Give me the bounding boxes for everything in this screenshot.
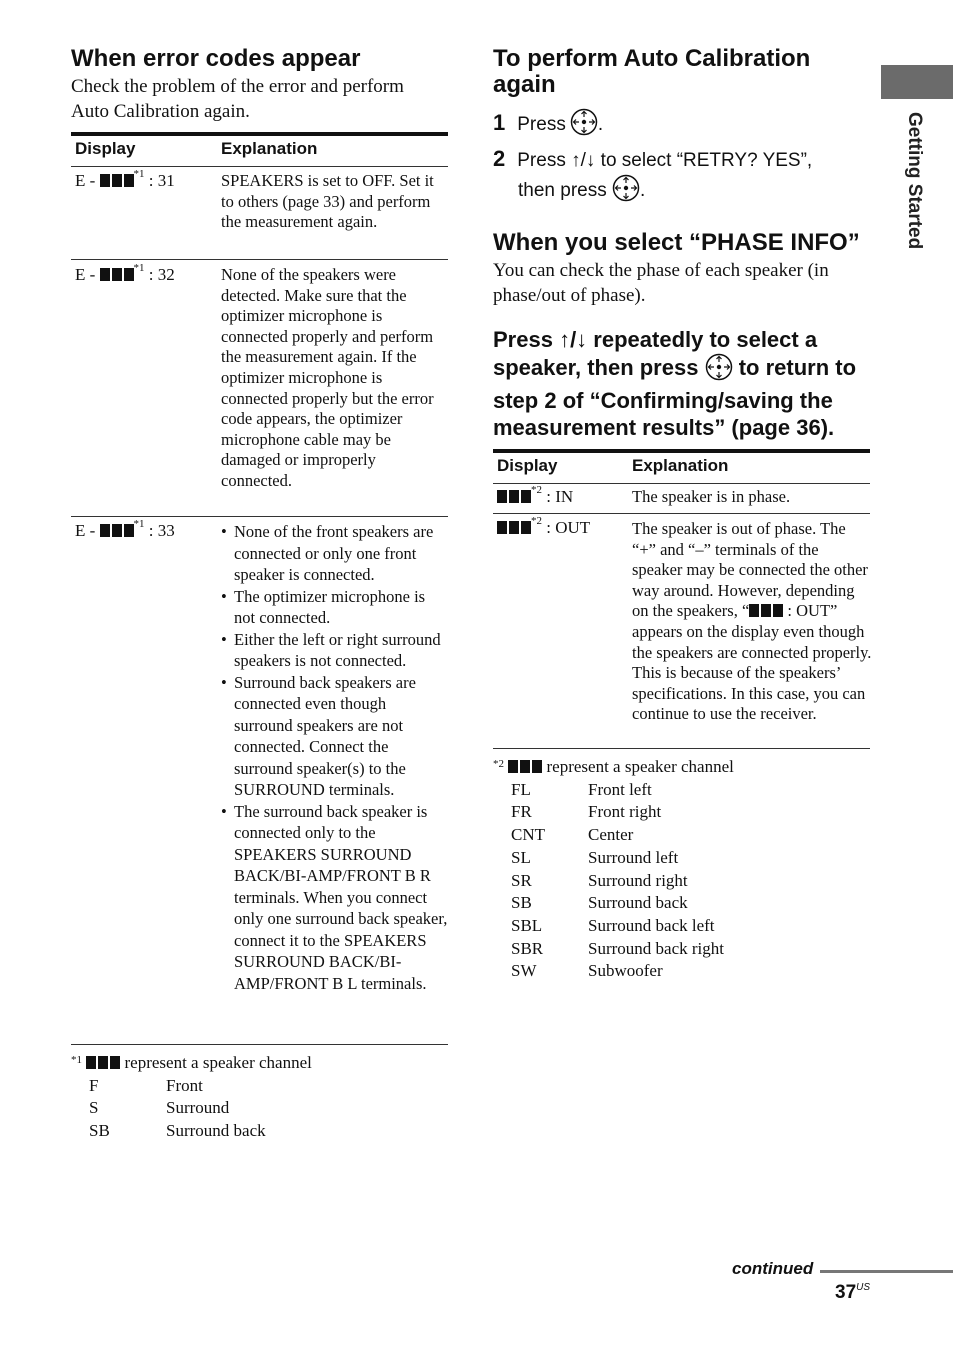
speaker-channel-placeholder bbox=[100, 171, 134, 191]
error-code-33: E - $^{*1}$ : 33 bbox=[75, 518, 175, 540]
step-1: 1 Press . bbox=[493, 108, 603, 141]
side-tab-marker bbox=[881, 65, 953, 99]
footnote-2: $^{*2}$ represent a speaker channel FL Front left FR Front right CNT Center SL Surround left SR Surround right SB Surround back SBL Surround back left SBR Surround back right SW Subwoofer bbox=[493, 756, 873, 983]
row-divider bbox=[493, 513, 870, 514]
section-title-auto-calibration: To perform Auto Calibration again bbox=[493, 45, 811, 98]
bullet-item: • The optimizer microphone is not connected. bbox=[221, 586, 448, 629]
error-33-explanation bbox=[221, 521, 448, 994]
error-code-32: E - $^{*1}$ : 32 bbox=[75, 262, 175, 284]
footnote-item: FR Front right bbox=[511, 802, 662, 822]
enter-button-icon bbox=[705, 353, 733, 387]
column-header-explanation: Explanation bbox=[632, 456, 729, 475]
error-codes-intro: Check the problem of the error and perform Auto Calibration again. bbox=[71, 76, 404, 122]
row-divider bbox=[71, 259, 448, 260]
table-top-rule bbox=[71, 132, 448, 136]
enter-button-icon bbox=[570, 108, 598, 141]
speaker-channel-placeholder bbox=[508, 756, 542, 779]
table-bottom-rule bbox=[71, 1044, 448, 1045]
speaker-channel-placeholder bbox=[86, 1052, 120, 1075]
bullet-item: • Either the left or right surround speakers is not connected. bbox=[221, 629, 448, 672]
speaker-channel-placeholder bbox=[100, 521, 134, 541]
footnote-item: SB Surround back bbox=[89, 1121, 266, 1141]
footnote-item: SBR Surround back right bbox=[511, 938, 724, 958]
phase-code-in: $^{*2}$ : IN bbox=[497, 487, 573, 507]
error-31-explanation: SPEAKERS is set to OFF. Set it to others (page 33) and perform the measurement again. bbox=[221, 171, 434, 232]
footnote-item: SL Surround left bbox=[511, 847, 679, 867]
table-header-rule bbox=[71, 166, 448, 167]
continued-label: continued bbox=[732, 1259, 814, 1278]
page-number: $37^{US}$ bbox=[835, 1282, 871, 1303]
up-down-arrow-icon: ↑/↓ bbox=[571, 150, 596, 171]
error-32-explanation: None of the speakers were detected. Make sure that the optimizer microphone is connected properly and perform the measurement again. If the optimizer microphone is connected properly but the error code appears, the optimizer microphone cable may be damaged or improperly connected. bbox=[221, 265, 434, 490]
bullet-item: • None of the front speakers are connected or only one front speaker is connected. bbox=[221, 521, 448, 586]
phase-out-explanation: The speaker is out of phase. The “+” and “–” terminals of the speaker may be connected the other way around. However, depending on the speakers, “ : OUT” appears on the display even though the speakers are connected properly. This is because of the speakers’ specifications. In this case, you can continue to use the receiver. bbox=[632, 519, 872, 724]
speaker-channel-placeholder bbox=[497, 487, 531, 507]
side-tab-label: Getting Started bbox=[904, 112, 925, 250]
up-down-arrow-icon: ↑/↓ bbox=[559, 327, 588, 352]
table-header-rule bbox=[493, 483, 870, 484]
footnote-1: $^{*1}$ represent a speaker channel F Front S Surround SB Surround back bbox=[71, 1052, 451, 1143]
footnote-item: F Front bbox=[89, 1075, 203, 1095]
column-header-explanation: Explanation bbox=[221, 139, 318, 158]
column-header-display: Display bbox=[75, 139, 136, 158]
enter-button-icon bbox=[612, 174, 640, 209]
speaker-channel-placeholder bbox=[749, 601, 783, 622]
section-title-error-codes: When error codes appear bbox=[71, 45, 361, 72]
phase-instruction: Press ↑/↓ repeatedly to select a speaker, then press to return to step 2 of “Confirming/saving the measurement results” (page 36). bbox=[493, 327, 857, 440]
footnote-item: FL Front left bbox=[511, 779, 652, 799]
footnote-item: SW Subwoofer bbox=[511, 961, 663, 981]
phase-info-intro: You can check the phase of each speaker (in phase/out of phase). bbox=[493, 260, 829, 306]
continued-rule bbox=[820, 1270, 953, 1273]
side-tab-label-container bbox=[903, 112, 925, 272]
step-2: 2 Press ↑/↓ to select “RETRY? YES”, then press . bbox=[493, 146, 863, 209]
row-divider bbox=[71, 516, 448, 517]
table-bottom-rule bbox=[493, 748, 870, 749]
bullet-item: • The surround back speaker is connected only to the SPEAKERS SURROUND BACK/BI-AMP/FRONT B R terminals. When you connect only one surround back speaker, connect it to the SPEAKERS SURROUND BACK/BI-AMP/FRONT B L terminals. bbox=[221, 801, 448, 995]
footnote-item: S Surround bbox=[89, 1098, 230, 1118]
speaker-channel-placeholder bbox=[497, 518, 531, 538]
speaker-channel-placeholder bbox=[100, 265, 134, 285]
section-title-phase-info: When you select “PHASE INFO” bbox=[493, 229, 860, 256]
footnote-item: SR Surround right bbox=[511, 870, 688, 890]
footnote-item: SBL Surround back left bbox=[511, 915, 715, 935]
footnote-item: CNT Center bbox=[511, 825, 634, 845]
bullet-item: • Surround back speakers are connected even though surround speakers are not connected. Connect the surround speaker(s) to the SURROUND terminals. bbox=[221, 672, 448, 801]
footnote-item: SB Surround back bbox=[511, 893, 688, 913]
error-code-31: E - $^{*1}$ : 31 bbox=[75, 168, 175, 190]
phase-code-out: $^{*2}$ : OUT bbox=[497, 518, 590, 538]
table-top-rule bbox=[493, 449, 870, 453]
column-header-display: Display bbox=[497, 456, 558, 475]
phase-in-explanation: The speaker is in phase. bbox=[632, 487, 791, 506]
